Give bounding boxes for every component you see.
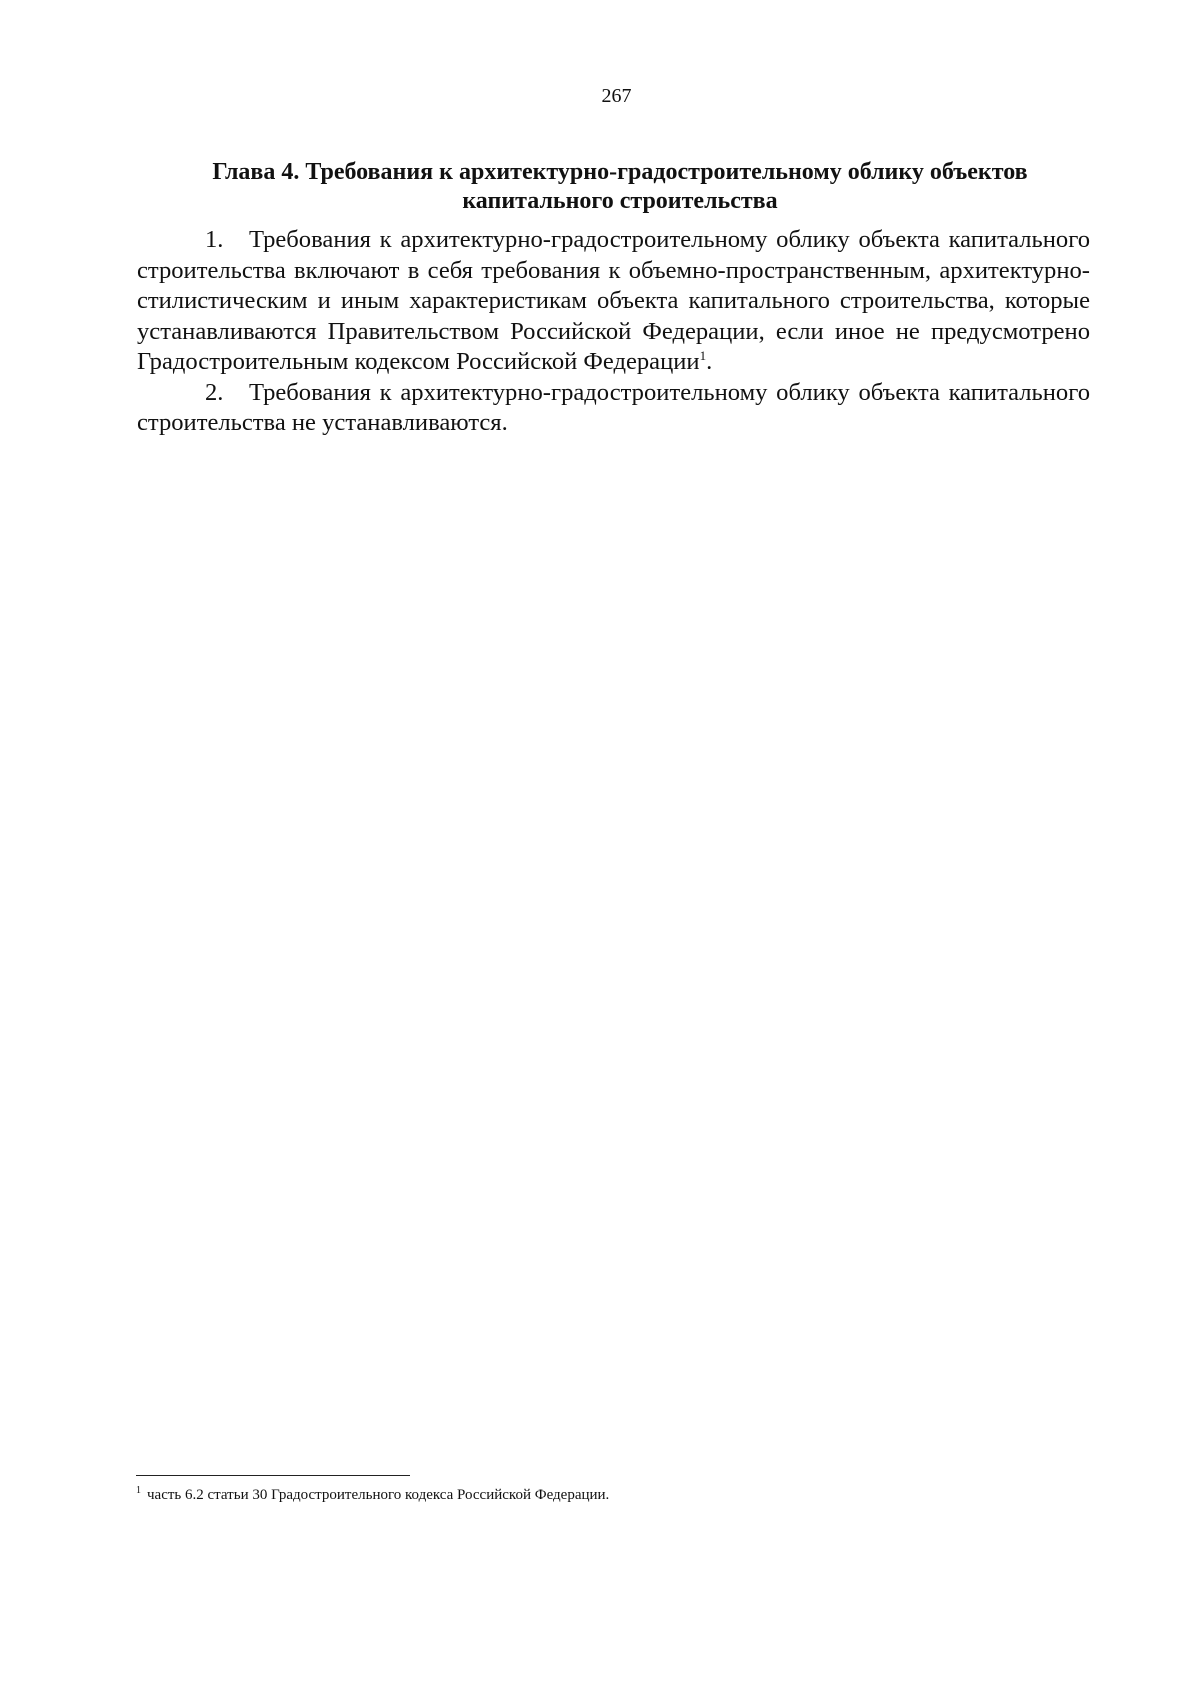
body-text: [137, 225, 1090, 439]
paragraph-tail: .: [706, 348, 713, 375]
footnote: [136, 1485, 1036, 1505]
paragraph-2: [137, 378, 1090, 439]
paragraph-text: Требования к архитектурно-градостроительному облику объекта капитального строительства не устанавливаются.: [137, 378, 1090, 436]
footnote-text: часть 6.2 статьи 30 Градостроительного кодекса Российской Федерации.: [147, 1487, 610, 1503]
footnote-reference: 1: [699, 347, 707, 363]
paragraph-1: [137, 225, 1090, 378]
chapter-title: Глава 4. Требования к архитектурно-градостроительному облику объектов капитального строительства: [212, 159, 1028, 214]
paragraph-text: Требования к архитектурно-градостроительному облику объекта капитального строительства включают в себя требования к объемно-пространственным, архитектурно-стилистическим и иным характеристикам объекта капитального строительства, которые устанавливаются Правительством Российской Федерации, если иное не предусмотрено Градостроительным кодексом Российской Федерации: [137, 226, 1090, 375]
footnote-mark: 1: [136, 1485, 141, 1496]
paragraph-number: 1.: [205, 226, 224, 253]
footnote-divider: [136, 1475, 410, 1476]
paragraph-number: 2.: [205, 378, 224, 406]
page-number: 267: [601, 85, 632, 107]
